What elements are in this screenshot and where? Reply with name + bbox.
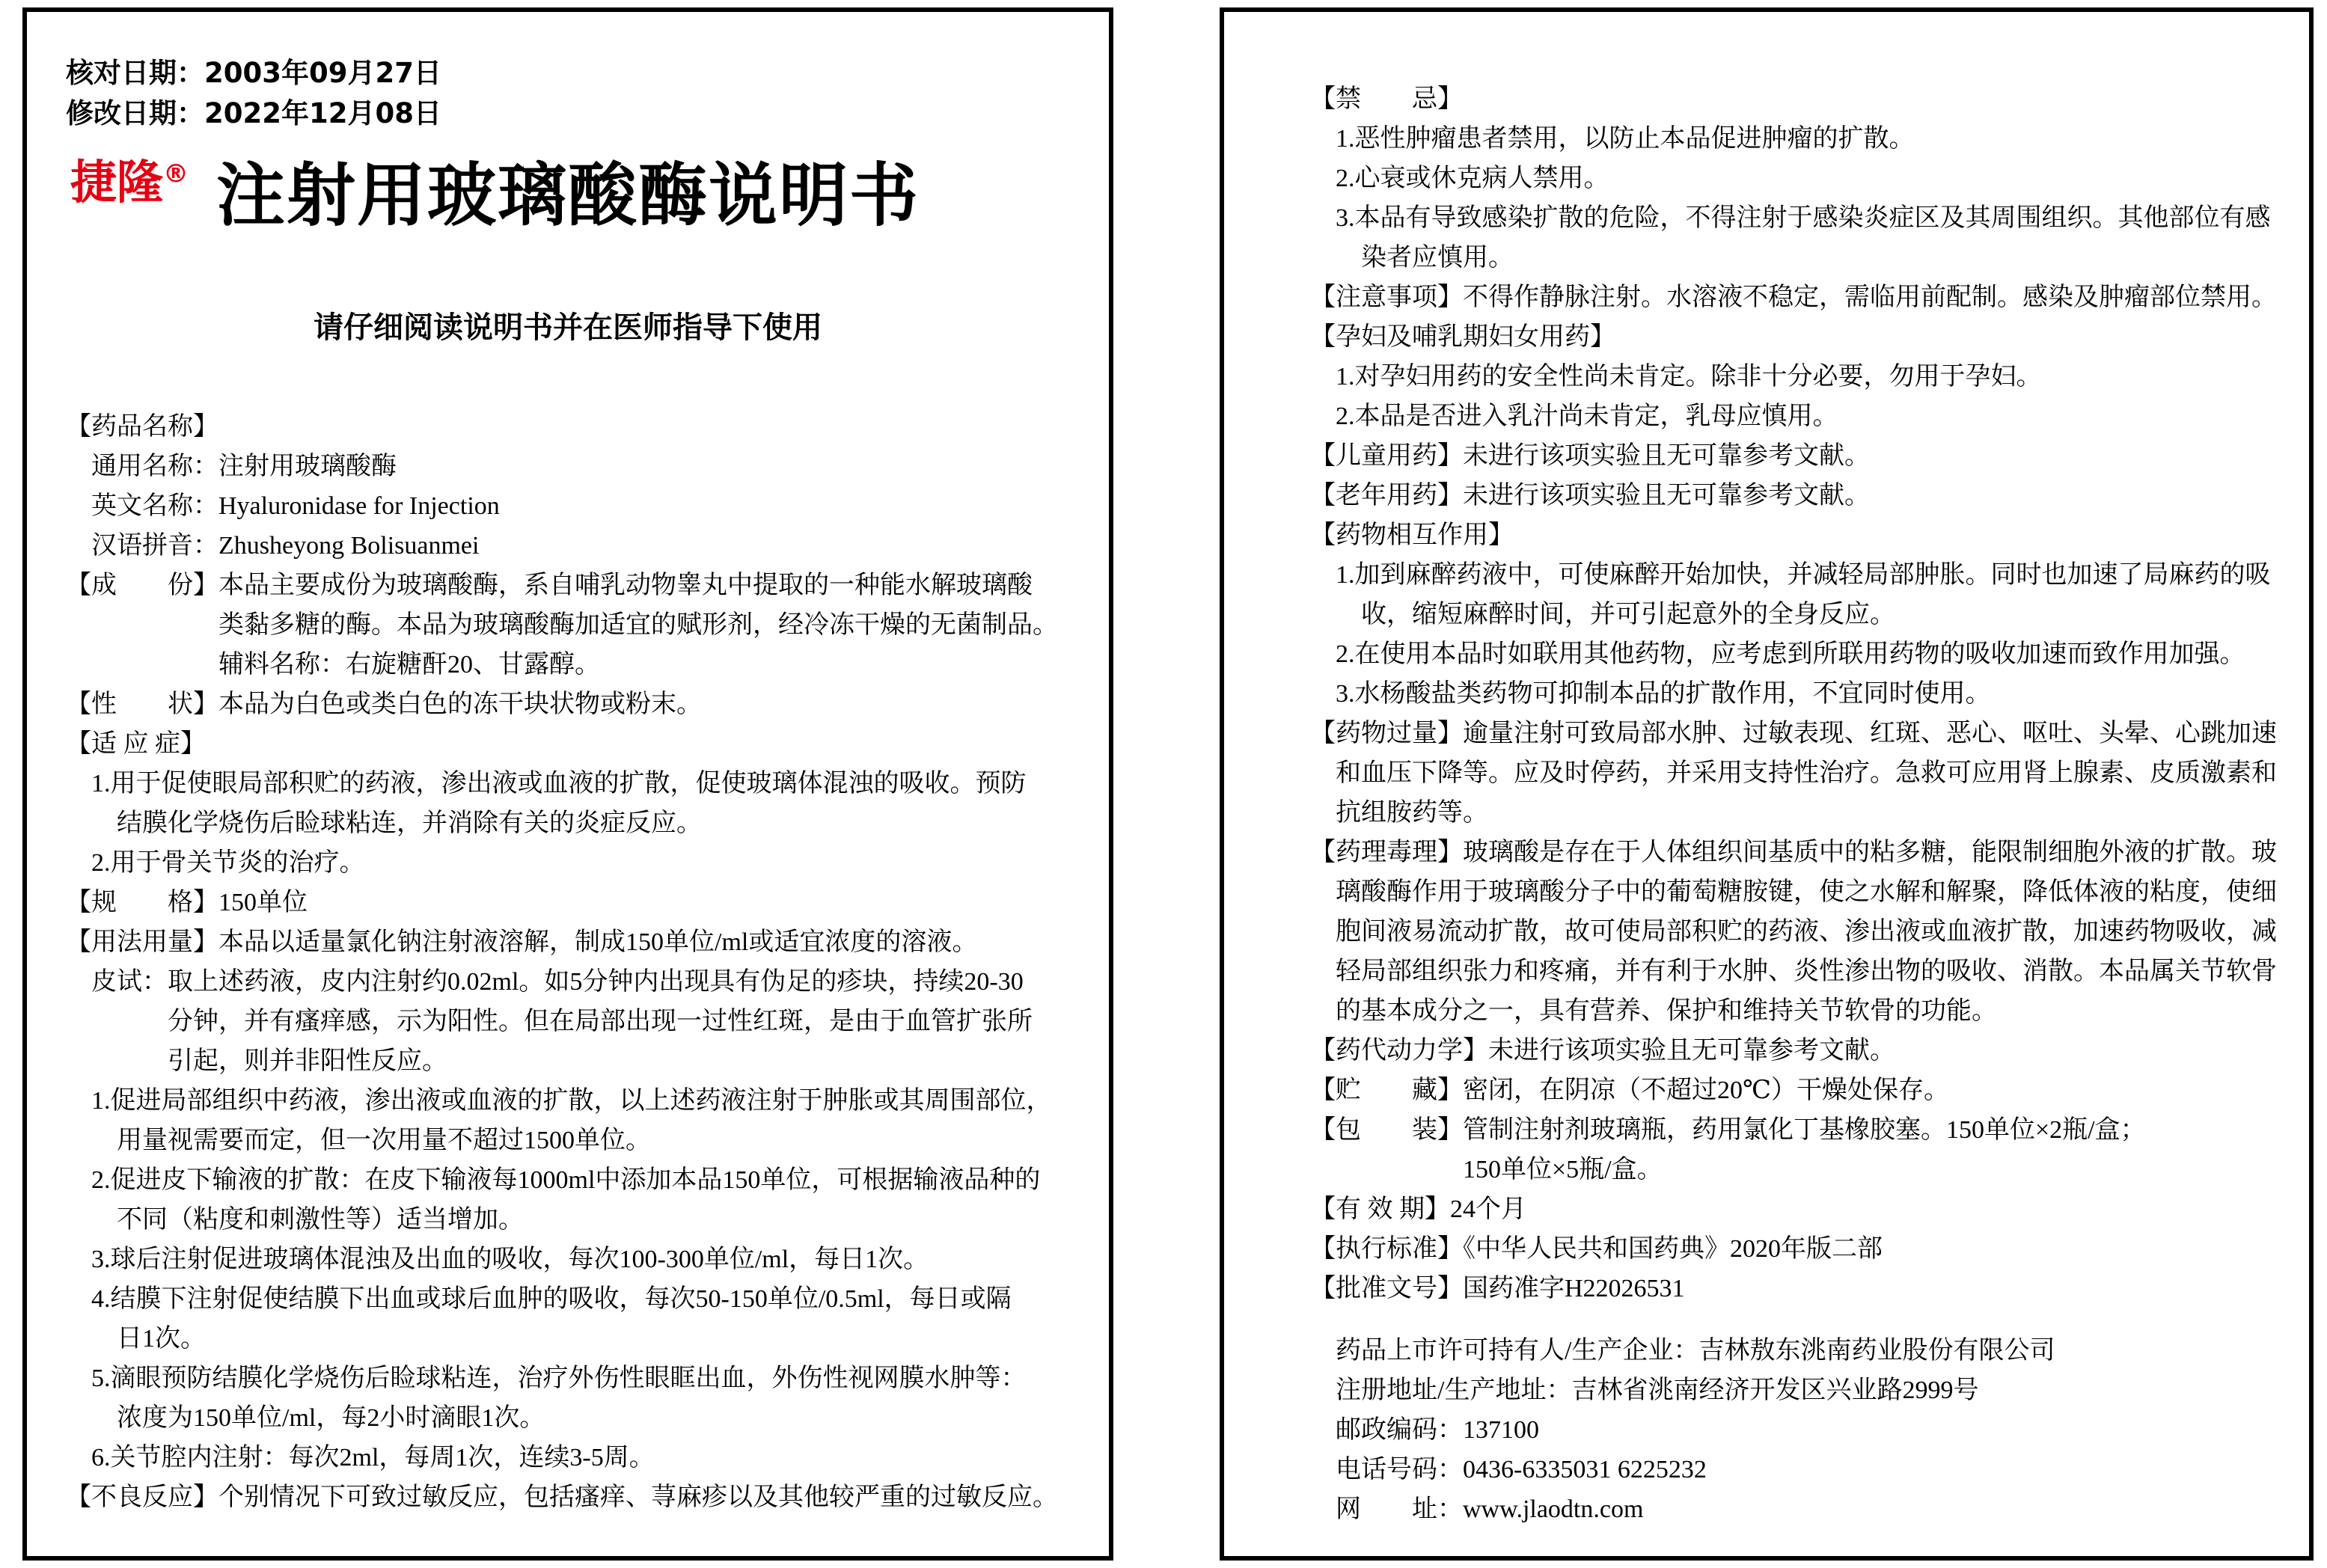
text-line: 和血压下降等。应及时停药，并采用支持性治疗。急救可应用肾上腺素、皮质激素和 [1336, 759, 2277, 787]
text-line: 轻局部组织张力和疼痛，并有利于水肿、炎性渗出物的吸收、消散。本品属关节软骨 [1336, 958, 2277, 985]
text-line: 【儿童用药】未进行该项实验且无可靠参考文献。 [1310, 442, 1870, 470]
text-line: 【规 格】150单位 [66, 889, 308, 916]
text-line: 【药物过量】逾量注射可致局部水肿、过敏表现、红斑、恶心、呕吐、头晕、心跳加速 [1310, 720, 2277, 747]
page-title: 注射用玻璃酸酶说明书 [215, 156, 920, 236]
text-line: 【性 状】本品为白色或类白色的冻干块状物或粉末。 [66, 690, 702, 718]
text-line: 注册地址/生产地址：吉林省洮南经济开发区兴业路2999号 [1336, 1376, 1979, 1404]
text-line: 【用法用量】本品以适量氯化钠注射液溶解，制成150单位/ml或适宜浓度的溶液。 [66, 928, 978, 956]
text-line: 【药品名称】 [66, 413, 218, 441]
text-line: 1.加到麻醉药液中，可使麻醉开始加快，并减轻局部肿胀。同时也加速了局麻药的吸 [1336, 561, 2271, 589]
text-line: 【批准文号】国药准字H22026531 [1310, 1275, 1685, 1302]
text-line: 汉语拼音：Zhusheyong Bolisuanmei [91, 532, 480, 560]
text-line: 1.恶性肿瘤患者禁用，以防止本品促进肿瘤的扩散。 [1336, 125, 1915, 153]
brand-title-row [27, 138, 1109, 307]
text-line: 2.在使用本品时如联用其他药物，应考虑到所联用药物的吸收加速而致作用加强。 [1336, 640, 2245, 668]
text-line: 【有 效 期】24个月 [1310, 1195, 1526, 1223]
text-line: 璃酸酶作用于玻璃酸分子中的葡萄糖胺键，使之水解和解聚，降低体液的粘度，使细 [1336, 878, 2277, 906]
text-line: 收，缩短麻醉时间，并可引起意外的全身反应。 [1361, 601, 1895, 628]
text-line: 用量视需要而定，但一次用量不超过1500单位。 [117, 1127, 651, 1154]
text-line: 药品上市许可持有人/生产企业：吉林敖东洮南药业股份有限公司 [1336, 1337, 2055, 1365]
text-line: 邮政编码：137100 [1336, 1416, 1539, 1444]
text-line: 【不良反应】个别情况下可致过敏反应，包括瘙痒、荨麻疹以及其他较严重的过敏反应。 [66, 1483, 1058, 1511]
modify-date-line: 修改日期：2022年12月08日 [66, 97, 441, 129]
text-line: 【药代动力学】未进行该项实验且无可靠参考文献。 [1310, 1037, 1895, 1065]
leaflet-right-page [1220, 7, 2314, 1561]
page-subtitle: 请仔细阅读说明书并在医师指导下使用 [314, 310, 822, 345]
text-line: 3.本品有导致感染扩散的危险，不得注射于感染炎症区及其周围组织。其他部位有感 [1336, 204, 2271, 232]
left-text-body [66, 407, 1109, 1517]
text-line: 3.球后注射促进玻璃体混浊及出血的吸收，每次100-300单位/ml，每日1次。 [91, 1246, 929, 1273]
text-line: 【成 份】本品主要成份为玻璃酸酶，系自哺乳动物睾丸中提取的一种能水解玻璃酸 [66, 572, 1033, 599]
text-line: 【适 应 症】 [66, 730, 206, 758]
text-line: 的基本成分之一，具有营养、保护和维持关节软骨的功能。 [1336, 997, 1997, 1025]
text-line: 6.关节腔内注射：每次2ml，每周1次，连续3-5周。 [91, 1444, 655, 1471]
leaflet-left-page [22, 7, 1113, 1561]
text-line: 皮试：取上述药液，皮内注射约0.02ml。如5分钟内出现具有伪足的疹块，持续20-30 [91, 968, 1024, 996]
text-line: 【注意事项】不得作静脉注射。水溶液不稳定，需临用前配制。感染及肿瘤部位禁用。 [1310, 284, 2277, 311]
text-line: 胞间液易流动扩散，故可使局部积贮的药液、渗出液或血液扩散，加速药物吸收，减 [1336, 918, 2277, 946]
right-text-body [1310, 79, 2309, 1529]
text-line: 不同（粘度和刺激性等）适当增加。 [117, 1206, 524, 1234]
text-line: 1.对孕妇用药的安全性尚未肯定。除非十分必要，勿用于孕妇。 [1336, 363, 2042, 391]
text-line: 日1次。 [117, 1325, 206, 1353]
text-line: 【孕妇及哺乳期妇女用药】 [1310, 323, 1615, 351]
text-line: 【禁 忌】 [1310, 85, 1463, 113]
check-date-line: 核对日期：2003年09月27日 [66, 57, 441, 89]
text-line: 网 址：www.jlaodtn.com [1336, 1495, 1644, 1523]
text-line: 1.促进局部组织中药液，渗出液或血液的扩散，以上述药液注射于肿胀或其周围部位， [91, 1087, 1052, 1115]
text-line: 抗组胺药等。 [1336, 799, 1488, 827]
text-line: 2.用于骨关节炎的治疗。 [91, 849, 365, 877]
text-line: 3.水杨酸盐类药物可抑制本品的扩散作用，不宜同时使用。 [1336, 680, 1991, 708]
text-line: 2.本品是否进入乳汁尚未肯定，乳母应慎用。 [1336, 402, 1838, 430]
text-line: 【包 装】管制注射剂玻璃瓶，药用氯化丁基橡胶塞。150单位×2瓶/盒； [1310, 1116, 2146, 1144]
text-line: 浓度为150单位/ml，每2小时滴眼1次。 [117, 1404, 545, 1432]
text-line: 分钟，并有瘙痒感，示为阳性。但在局部出现一过性红斑，是由于血管扩张所 [168, 1008, 1033, 1035]
text-line: 结膜化学烧伤后睑球粘连，并消除有关的炎症反应。 [117, 809, 702, 837]
text-line: 辅料名称：右旋糖酐20、甘露醇。 [218, 651, 600, 679]
text-line: 1.用于促使眼局部积贮的药液，渗出液或血液的扩散，促使玻璃体混浊的吸收。预防 [91, 770, 1027, 797]
text-line: 150单位×5瓶/盒。 [1463, 1156, 1663, 1183]
text-line: 通用名称：注射用玻璃酸酶 [91, 453, 397, 480]
text-line: 电话号码：0436-6335031 6225232 [1336, 1456, 1707, 1483]
text-line: 类黏多糖的酶。本品为玻璃酸酶加适宜的赋形剂，经冷冻干燥的无菌制品。 [218, 611, 1058, 639]
text-line: 引起，则并非阳性反应。 [168, 1047, 447, 1075]
text-line: 5.滴眼预防结膜化学烧伤后睑球粘连，治疗外伤性眼眶出血，外伤性视网膜水肿等： [91, 1365, 1027, 1392]
brand-logo-text: 捷隆 [70, 155, 164, 209]
text-line: 染者应慎用。 [1361, 244, 1514, 272]
text-line: 英文名称：Hyaluronidase for Injection [91, 492, 500, 520]
text-line: 【药物相互作用】 [1310, 521, 1514, 549]
date-block [66, 53, 1109, 134]
text-line: 【贮 藏】密闭，在阴凉（不超过20℃）干燥处保存。 [1310, 1077, 1950, 1104]
text-line: 2.促进皮下输液的扩散：在皮下输液每1000ml中添加本品150单位，可根据输液品种的 [91, 1166, 1041, 1194]
registered-trademark-icon: ® [163, 159, 189, 189]
text-line: 2.心衰或休克病人禁用。 [1336, 165, 1609, 192]
text-line: 4.结膜下注射促使结膜下出血或球后血肿的吸收，每次50-150单位/0.5ml，每日或隔 [91, 1285, 1012, 1313]
text-line: 【老年用药】未进行该项实验且无可靠参考文献。 [1310, 482, 1870, 509]
text-line: 【药理毒理】玻璃酸是存在于人体组织间基质中的粘多糖，能限制细胞外液的扩散。玻 [1310, 839, 2277, 866]
text-line: 【执行标准】《中华人民共和国药典》2020年版二部 [1310, 1235, 1883, 1263]
